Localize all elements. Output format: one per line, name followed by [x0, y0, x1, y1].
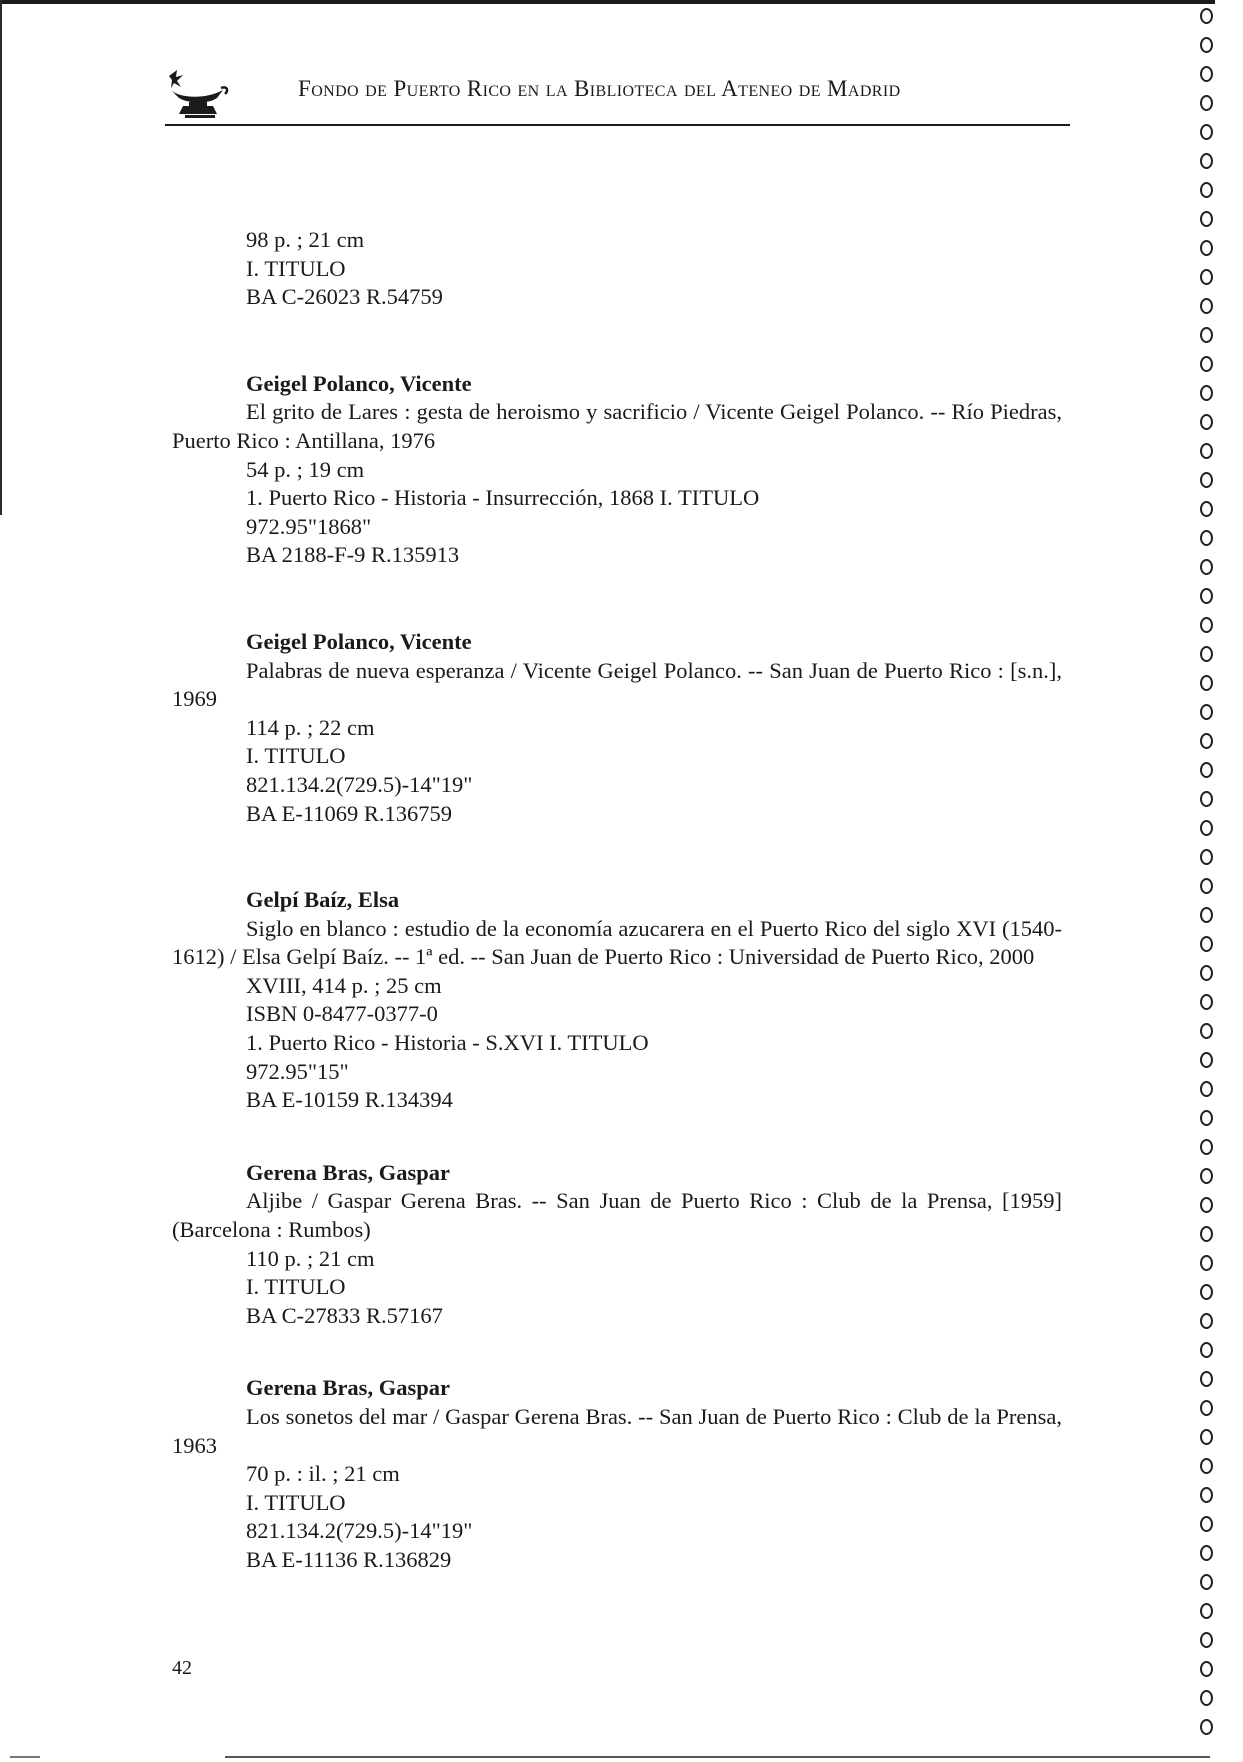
entry-title-statement: Siglo en blanco : estudio de la economía azucarera en el Puerto Rico del siglo XVI (1540-1612) / Elsa Gelpí Baíz. -- 1ª ed. -- San Juan de Puerto Rico : Universidad de Puerto Rico, 2000: [172, 915, 1062, 970]
entry-author: Gerena Bras, Gaspar: [246, 1159, 450, 1185]
catalog-entry: [172, 370, 1062, 570]
entry-line: 821.134.2(729.5)-14"19": [246, 771, 473, 797]
binder-ring-icon: [1200, 1458, 1213, 1474]
header-divider: [165, 124, 1070, 126]
binder-ring-icon: [1200, 1661, 1213, 1677]
binder-ring-icon: [1200, 1690, 1213, 1706]
binder-ring-icon: [1200, 37, 1213, 53]
scan-border-left: [0, 0, 2, 515]
entry-line: BA E-11069 R.136759: [246, 800, 453, 826]
entry-line: 1. Puerto Rico - Historia - Insurrección, 1868 I. TITULO: [246, 485, 760, 511]
binder-ring-icon: [1200, 1197, 1213, 1213]
entry-title-statement: Palabras de nueva esperanza / Vicente Geigel Polanco. -- San Juan de Puerto Rico : [s.n.], 1969: [172, 657, 1062, 712]
binder-ring-icon: [1200, 8, 1213, 24]
binder-ring-icon: [1200, 733, 1213, 749]
binder-ring-icon: [1200, 1574, 1213, 1590]
binder-ring-icon: [1200, 1603, 1213, 1619]
binder-ring-icon: [1200, 530, 1213, 546]
entry-line: I. TITULO: [246, 1274, 346, 1300]
binder-ring-icon: [1200, 1516, 1213, 1532]
binder-ring-icon: [1200, 965, 1213, 981]
scan-border-bottom: [225, 1756, 1210, 1758]
binder-ring-icon: [1200, 298, 1213, 314]
binder-ring-icon: [1200, 1487, 1213, 1503]
binder-ring-icon: [1200, 1313, 1213, 1329]
page-title: Fondo de Puerto Rico en la Biblioteca del Ateneo de Madrid: [298, 76, 901, 101]
entry-line: I. TITULO: [246, 743, 346, 769]
binder-ring-icon: [1200, 501, 1213, 517]
binder-ring-icon: [1200, 878, 1213, 894]
binder-ring-icon: [1200, 414, 1213, 430]
entry-line: BA C-26023 R.54759: [246, 284, 443, 310]
catalog-entry: [172, 226, 1062, 312]
binder-ring-icon: [1200, 762, 1213, 778]
binder-ring-icon: [1200, 211, 1213, 227]
binder-ring-icon: [1200, 153, 1213, 169]
entry-line: 821.134.2(729.5)-14"19": [246, 1518, 473, 1544]
binder-ring-icon: [1200, 1429, 1213, 1445]
binder-ring-icon: [1200, 182, 1213, 198]
entry-title-statement: Los sonetos del mar / Gaspar Gerena Bras. -- San Juan de Puerto Rico : Club de la Prensa, 1963: [172, 1404, 1062, 1458]
entry-line: 972.95"1868": [246, 513, 372, 539]
binder-ring-icon: [1200, 385, 1213, 401]
catalog-list: [172, 226, 1062, 1575]
binder-ring-icon: [1200, 704, 1213, 720]
scan-border-top: [0, 0, 1215, 4]
entry-line: 972.95"15": [246, 1058, 349, 1084]
binder-ring-icon: [1200, 1342, 1213, 1358]
binder-ring-icon: [1200, 1081, 1213, 1097]
binder-ring-icon: [1200, 849, 1213, 865]
entry-line: 70 p. : il. ; 21 cm: [246, 1461, 400, 1487]
entry-title-statement: Aljibe / Gaspar Gerena Bras. -- San Juan de Puerto Rico : Club de la Prensa, [1959] (Barcelona : Rumbos): [172, 1188, 1062, 1243]
page-number: 42: [172, 1657, 192, 1679]
binder-ring-icon: [1200, 1284, 1213, 1300]
scan-border-bottom-left: [10, 1756, 40, 1758]
page-header: [165, 66, 1070, 128]
binder-ring-icon: [1200, 1110, 1213, 1126]
binder-ring-icon: [1200, 66, 1213, 82]
binder-ring-icon: [1200, 1371, 1213, 1387]
entry-line: 110 p. ; 21 cm: [246, 1245, 375, 1271]
binder-ring-icon: [1200, 907, 1213, 923]
binder-ring-icon: [1200, 240, 1213, 256]
entry-line: BA E-10159 R.134394: [246, 1087, 453, 1113]
binder-ring-icon: [1200, 1168, 1213, 1184]
binder-ring-icon: [1200, 646, 1213, 662]
binder-ring-icon: [1200, 1052, 1213, 1068]
binder-ring-icon: [1200, 124, 1213, 140]
binder-ring-icon: [1200, 936, 1213, 952]
binder-rings: [1196, 0, 1226, 1762]
binder-ring-icon: [1200, 1719, 1213, 1735]
binder-ring-icon: [1200, 327, 1213, 343]
binder-ring-icon: [1200, 820, 1213, 836]
binder-ring-icon: [1200, 1632, 1213, 1648]
entry-line: I. TITULO: [246, 1489, 346, 1515]
binder-ring-icon: [1200, 617, 1213, 633]
binder-ring-icon: [1200, 1545, 1213, 1561]
binder-ring-icon: [1200, 1023, 1213, 1039]
binder-ring-icon: [1200, 559, 1213, 575]
binder-ring-icon: [1200, 95, 1213, 111]
entry-line: ISBN 0-8477-0377-0: [246, 1001, 438, 1027]
catalog-entry: [172, 1159, 1062, 1331]
binder-ring-icon: [1200, 1226, 1213, 1242]
binder-ring-icon: [1200, 1255, 1213, 1271]
entry-line: BA 2188-F-9 R.135913: [246, 542, 460, 568]
binder-ring-icon: [1200, 356, 1213, 372]
entry-author: Geigel Polanco, Vicente: [246, 628, 472, 654]
entry-author: Gerena Bras, Gaspar: [246, 1375, 450, 1401]
catalog-entry: [172, 1374, 1062, 1574]
binder-ring-icon: [1200, 1139, 1213, 1155]
binder-ring-icon: [1200, 472, 1213, 488]
entry-line: I. TITULO: [246, 255, 346, 281]
binder-ring-icon: [1200, 791, 1213, 807]
entry-author: Gelpí Baíz, Elsa: [246, 887, 400, 913]
catalog-entry: [172, 628, 1062, 828]
entry-line: 98 p. ; 21 cm: [246, 227, 365, 252]
catalog-entry: [172, 886, 1062, 1115]
entry-line: 1. Puerto Rico - Historia - S.XVI I. TITULO: [246, 1030, 649, 1056]
entry-line: BA C-27833 R.57167: [246, 1302, 443, 1328]
entry-line: 54 p. ; 19 cm: [246, 456, 365, 482]
entry-title-statement: El grito de Lares : gesta de heroismo y sacrificio / Vicente Geigel Polanco. -- Río Piedras, Puerto Rico : Antillana, 1976: [172, 399, 1062, 453]
entry-line: BA E-11136 R.136829: [246, 1546, 452, 1572]
entry-line: XVIII, 414 p. ; 25 cm: [246, 972, 442, 998]
binder-ring-icon: [1200, 588, 1213, 604]
entry-author: Geigel Polanco, Vicente: [246, 370, 472, 396]
binder-ring-icon: [1200, 443, 1213, 459]
binder-ring-icon: [1200, 1400, 1213, 1416]
binder-ring-icon: [1200, 269, 1213, 285]
binder-ring-icon: [1200, 994, 1213, 1010]
entry-line: 114 p. ; 22 cm: [246, 714, 375, 740]
binder-ring-icon: [1200, 675, 1213, 691]
ceramic-vessel-bird-logo-icon: [165, 68, 231, 125]
